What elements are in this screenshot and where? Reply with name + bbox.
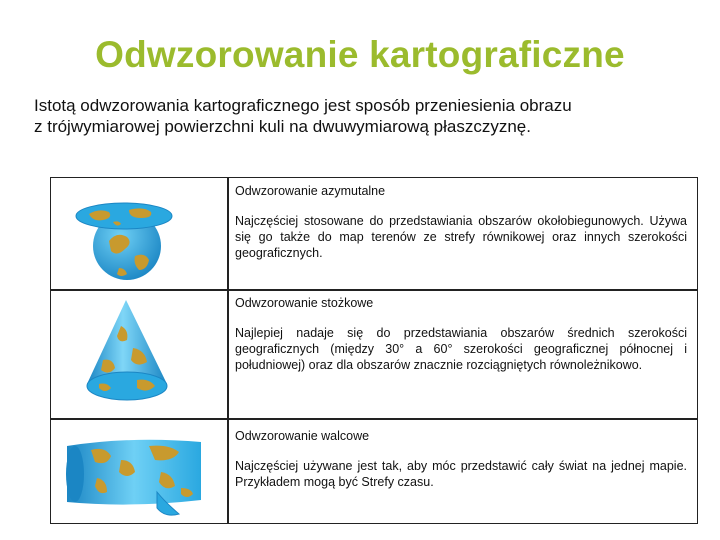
projection-description: Najczęściej używane jest tak, aby móc przedstawić cały świat na jednej mapie. Przykładem mogą być Strefy czasu. xyxy=(235,459,687,489)
projection-name: Odwzorowanie stożkowe xyxy=(235,296,374,310)
projection-name: Odwzorowanie azymutalne xyxy=(235,184,386,198)
column-divider xyxy=(227,178,229,523)
intro-text xyxy=(34,95,694,137)
row-divider xyxy=(51,418,697,420)
projection-row-azimuthal xyxy=(235,183,687,261)
projection-row-conical xyxy=(235,295,687,373)
page-title: Odwzorowanie kartograficzne xyxy=(95,34,625,75)
globe-in-cone-icon xyxy=(81,296,181,413)
intro-line-2: z trójwymiarowej powierzchni kuli na dwuwymiarową płaszczyznę. xyxy=(34,117,531,136)
projection-description: Najlepiej nadaje się do przedstawiania obszarów średnich szerokości geograficznych (między 30° a 60° szerokości geograficznej północnej i południowej) oraz dla obszarów znacznie rozciągniętych równoleżnikowo. xyxy=(235,326,687,372)
globe-in-cylinder-icon xyxy=(61,430,211,525)
projections-table xyxy=(50,177,698,524)
projection-description: Najczęściej stosowane do przedstawiania obszarów okołobiegunowych. Używa się go także do map terenów ze strefy równikowej oraz innych szerokości geograficznych. xyxy=(235,214,687,260)
projection-name: Odwzorowanie walcowe xyxy=(235,429,370,443)
intro-line-1: Istotą odwzorowania kartograficznego jest sposób przeniesienia obrazu xyxy=(34,96,572,115)
projection-row-cylindrical xyxy=(235,428,687,490)
globe-with-flat-disk-icon xyxy=(69,186,179,291)
